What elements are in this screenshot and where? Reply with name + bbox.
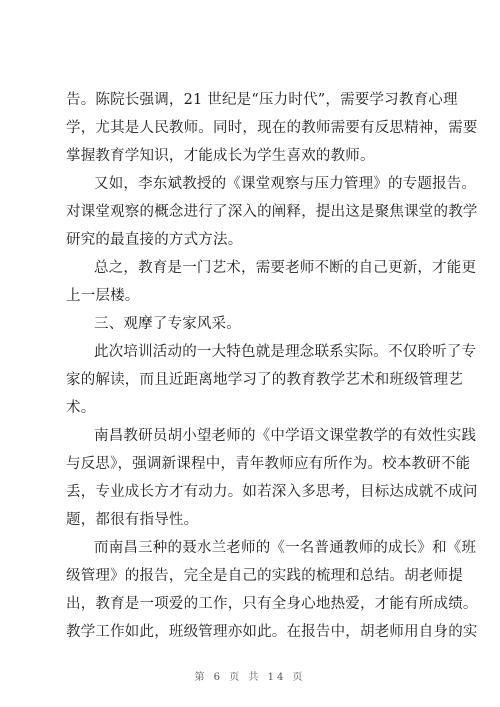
text-line: 对课堂观察的概念进行了深入的阐释，提出这是聚焦课堂的教学 — [66, 204, 478, 220]
text-line: 告。陈院长强调，21 世纪是“压力时代”，需要学习教育心理 — [66, 92, 458, 108]
section-heading: 三、观摩了专家风采。 — [94, 316, 241, 332]
text-line: 此次培训活动的一大特色就是理念联系实际。不仅聆听了专 — [94, 344, 477, 360]
text-line: 而南昌三种的聂水兰老师的《一名普通教师的成长》和《班 — [94, 540, 477, 556]
text-line: 术。 — [66, 400, 96, 416]
text-line: 南昌教研员胡小望老师的《中学语文课堂教学的有效性实践 — [94, 428, 477, 444]
text-line: 又如，李东斌教授的《课堂观察与压力管理》的专题报告。 — [94, 176, 477, 192]
text-line: 教学工作如此，班级管理亦如此。在报告中，胡老师用自身的实 — [66, 624, 478, 640]
text-line: 总之，教育是一门艺术，需要老师不断的自己更新，才能更 — [94, 260, 477, 276]
text-line: 学，尤其是人民教师。同时，现在的教师需要有反思精神，需要 — [66, 120, 478, 136]
text-line: 掌握教育学知识，才能成长为学生喜欢的教师。 — [66, 148, 375, 164]
text-line: 丢，专业成长方才有动力。如若深入多思考，目标达成就不成问 — [66, 484, 478, 500]
text-line: 上一层楼。 — [66, 288, 140, 304]
page-number-footer: 第 6 页 共 14 页 — [194, 672, 306, 683]
text-line: 与反思》，强调新课程中，青年教师应有所作为。校本教研不能 — [66, 456, 471, 472]
text-line: 级管理》的报告，完全是自己的实践的梳理和总结。胡老师提 — [66, 568, 463, 584]
text-line: 研究的最直接的方式方法。 — [66, 232, 243, 248]
text-line: 出，教育是一项爱的工作，只有全身心地热爱，才能有所成绩。 — [66, 596, 478, 612]
text-line: 家的解读，而且近距离地学习了的教育教学艺术和班级管理艺 — [66, 372, 463, 388]
text-line: 题，都很有指导性。 — [66, 512, 199, 528]
